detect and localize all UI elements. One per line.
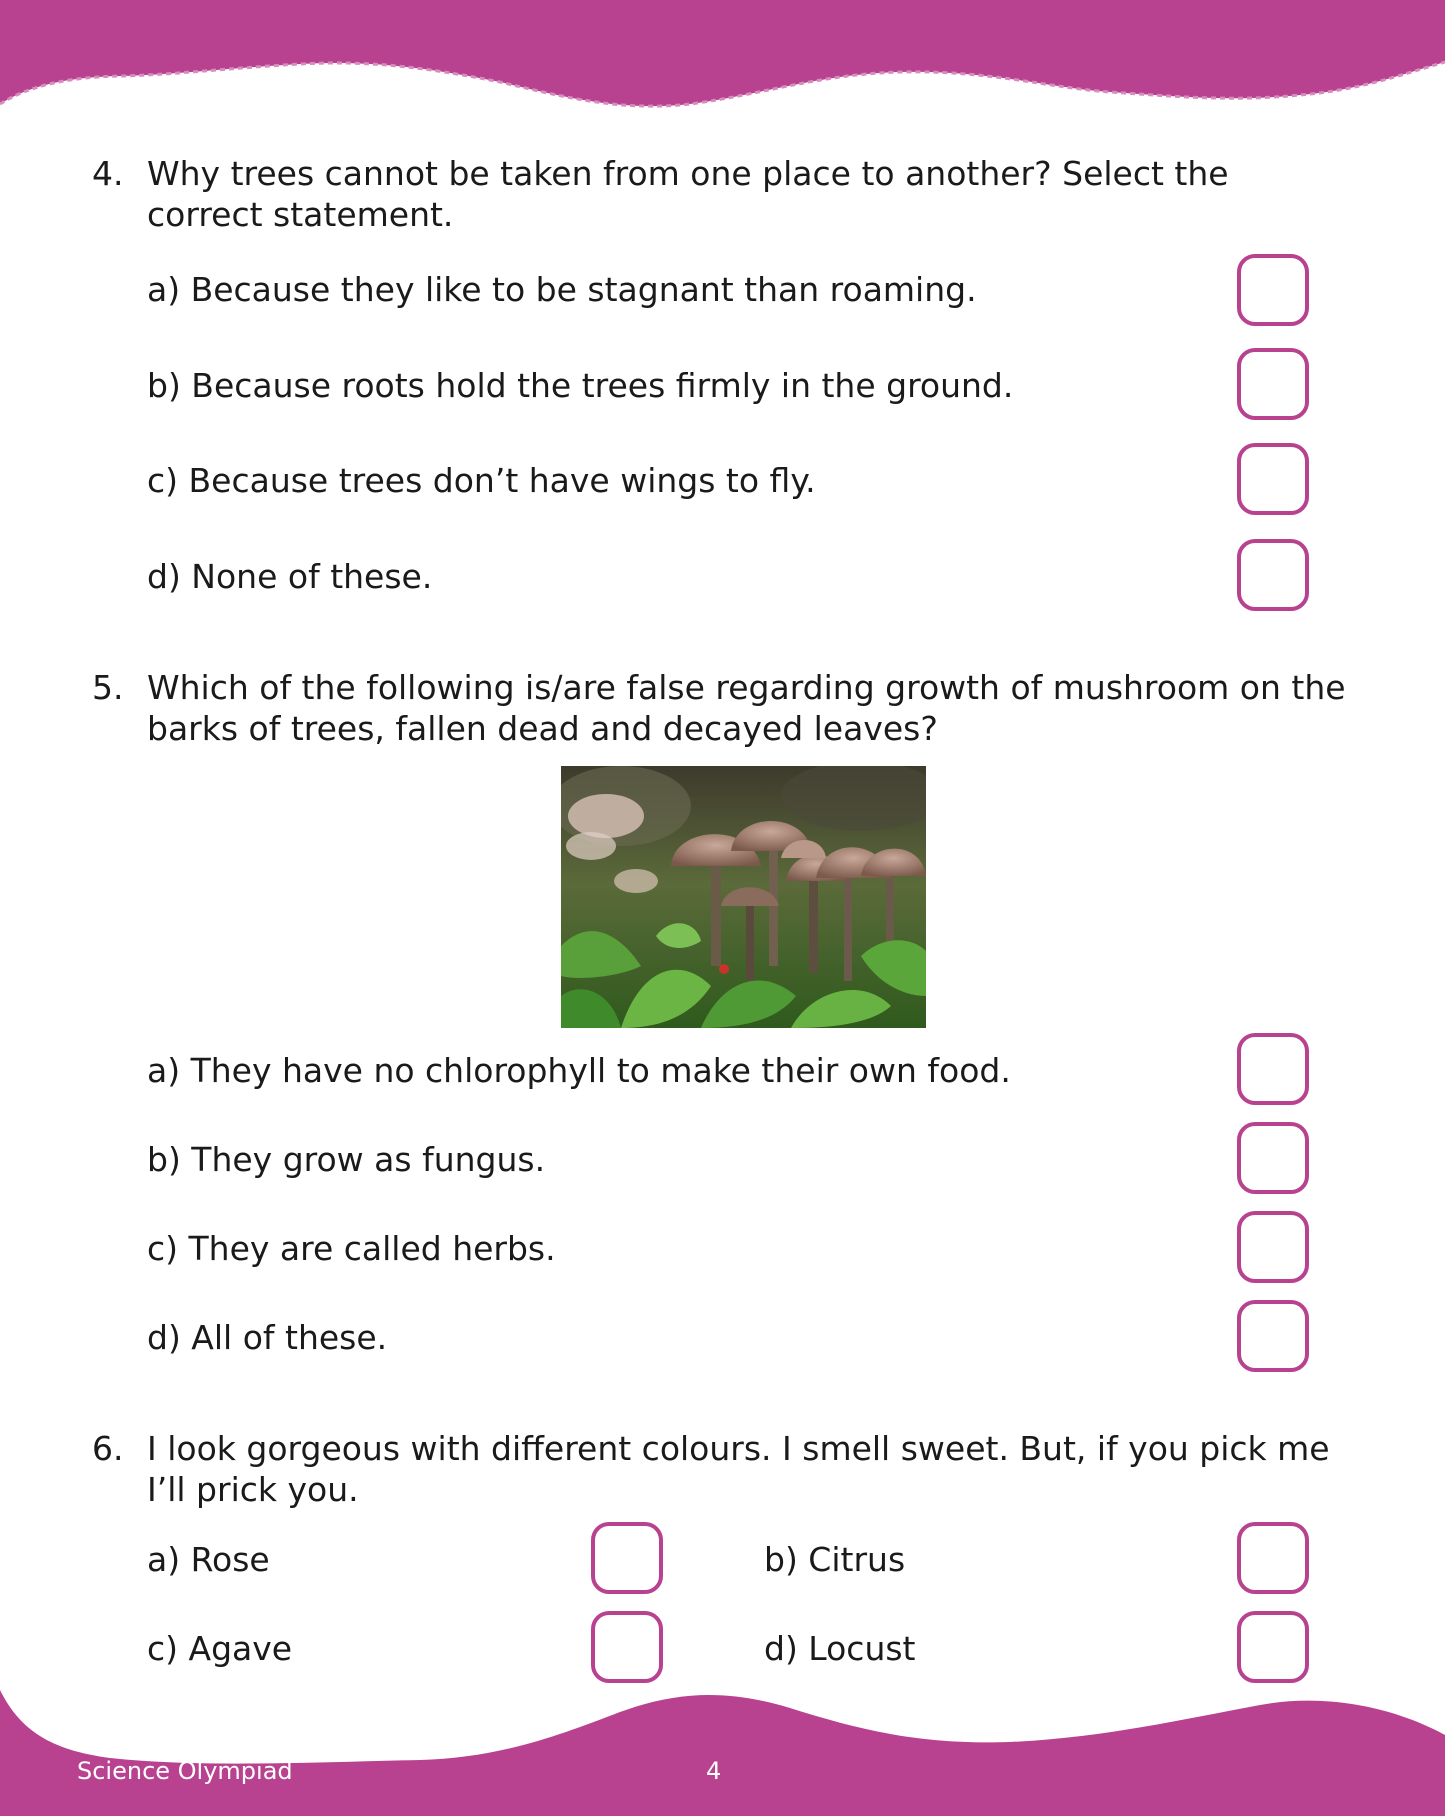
option-label: c) Because trees don’t have wings to fly.: [147, 461, 816, 500]
option-label: a) Because they like to be stagnant than roaming.: [147, 270, 977, 309]
answer-checkbox[interactable]: [1237, 1033, 1309, 1105]
option-label-locust: d) Locust: [764, 1629, 916, 1668]
option-label-rose: a) Rose: [147, 1540, 270, 1579]
option-label: a) They have no chlorophyll to make their own food.: [147, 1051, 1011, 1090]
answer-checkbox[interactable]: [1237, 1122, 1309, 1194]
q5-option-c: [0, 1209, 1445, 1289]
q4-option-d: [0, 537, 1445, 617]
question-number: 4.: [92, 154, 124, 193]
answer-checkbox-agave[interactable]: [591, 1611, 663, 1683]
answer-checkbox[interactable]: [1237, 539, 1309, 611]
option-label-agave: c) Agave: [147, 1629, 293, 1668]
answer-checkbox-rose[interactable]: [591, 1522, 663, 1594]
question-number: 6.: [92, 1429, 124, 1468]
question-text: I look gorgeous with different colours. I smell sweet. But, if you pick me I’ll prick you.: [147, 1429, 1330, 1509]
q4-option-a: [0, 250, 1445, 330]
answer-checkbox[interactable]: [1237, 348, 1309, 420]
question-text: Which of the following is/are false regarding growth of mushroom on the barks of trees, fallen dead and decayed leaves?: [147, 668, 1346, 748]
q5-option-b: [0, 1120, 1445, 1200]
option-label: d) All of these.: [147, 1318, 388, 1357]
option-label: d) None of these.: [147, 557, 433, 596]
q5-option-a: [0, 1031, 1445, 1111]
answer-checkbox[interactable]: [1237, 254, 1309, 326]
option-label: b) Because roots hold the trees firmly in the ground.: [147, 366, 1014, 405]
answer-checkbox[interactable]: [1237, 1211, 1309, 1283]
option-label: b) They grow as fungus.: [147, 1140, 546, 1179]
page-number: 4: [706, 1757, 722, 1785]
q6-option-row-1: [0, 1520, 1445, 1600]
option-label: c) They are called herbs.: [147, 1229, 556, 1268]
q6-option-row-2: [0, 1609, 1445, 1689]
footer-title: Science Olympiad: [77, 1757, 293, 1785]
q4-option-b: [0, 346, 1445, 426]
top-wave-decoration: [0, 0, 1445, 130]
bottom-wave-decoration: [0, 1690, 1445, 1816]
q4-option-c: [0, 441, 1445, 521]
option-label-citrus: b) Citrus: [764, 1540, 906, 1579]
mushroom-image: [561, 766, 926, 1028]
answer-checkbox[interactable]: [1237, 443, 1309, 515]
answer-checkbox-citrus[interactable]: [1237, 1522, 1309, 1594]
question-text: Why trees cannot be taken from one place to another? Select the correct statement.: [147, 154, 1229, 234]
q5-option-d: [0, 1298, 1445, 1378]
answer-checkbox[interactable]: [1237, 1300, 1309, 1372]
question-number: 5.: [92, 668, 124, 707]
answer-checkbox-locust[interactable]: [1237, 1611, 1309, 1683]
mushroom-photo: [561, 766, 926, 1028]
